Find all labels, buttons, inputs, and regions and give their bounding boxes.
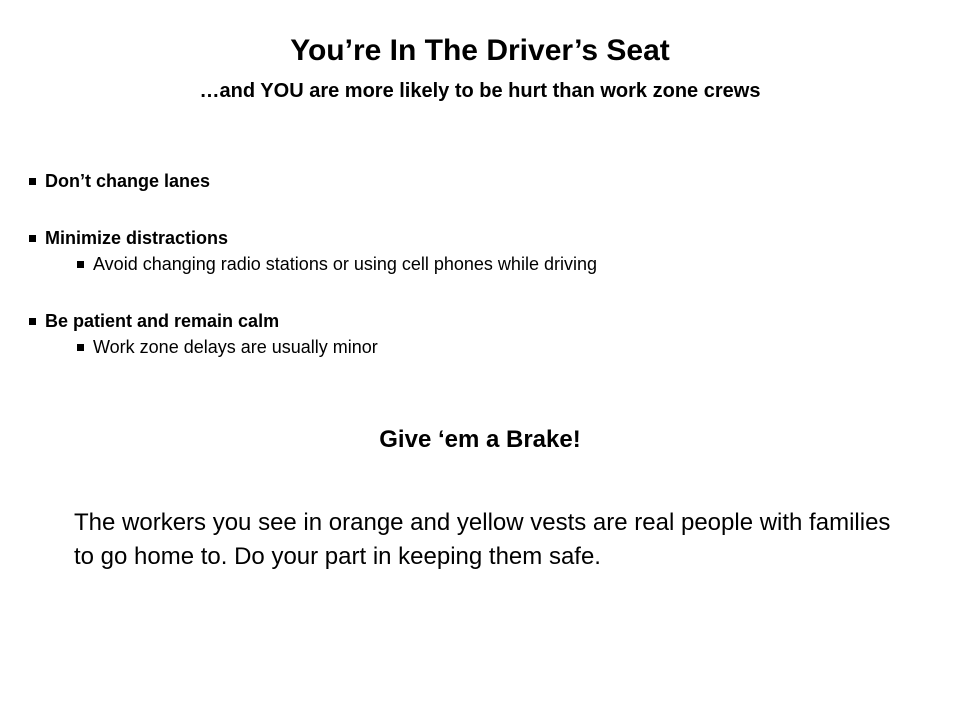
- sub-bullet-item: [29, 334, 929, 360]
- bullet-item: [29, 168, 929, 194]
- sub-bullet-text: Avoid changing radio stations or using cell phones while driving: [93, 254, 597, 274]
- bullet-text: Don’t change lanes: [45, 171, 211, 191]
- square-bullet-icon: [77, 261, 84, 268]
- bullet-list: [29, 168, 929, 360]
- callout-heading: Give ‘em a Brake!: [379, 426, 581, 453]
- bullet-text: Be patient and remain calm: [45, 311, 280, 331]
- slide-subtitle: …and YOU are more likely to be hurt than work zone crews: [199, 80, 761, 102]
- square-bullet-icon: [77, 344, 84, 351]
- bullet-item: [29, 225, 929, 251]
- sub-bullet-item: [29, 251, 929, 277]
- slide-title: You’re In The Driver’s Seat: [290, 34, 670, 67]
- square-bullet-icon: [29, 178, 36, 185]
- sub-bullet-text: Work zone delays are usually minor: [93, 337, 378, 357]
- body-paragraph: The workers you see in orange and yellow vests are real people with families to go home to. Do your part in keeping them safe.: [74, 509, 891, 570]
- square-bullet-icon: [29, 318, 36, 325]
- bullet-text: Minimize distractions: [45, 228, 229, 248]
- bullet-item: [29, 308, 929, 334]
- square-bullet-icon: [29, 235, 36, 242]
